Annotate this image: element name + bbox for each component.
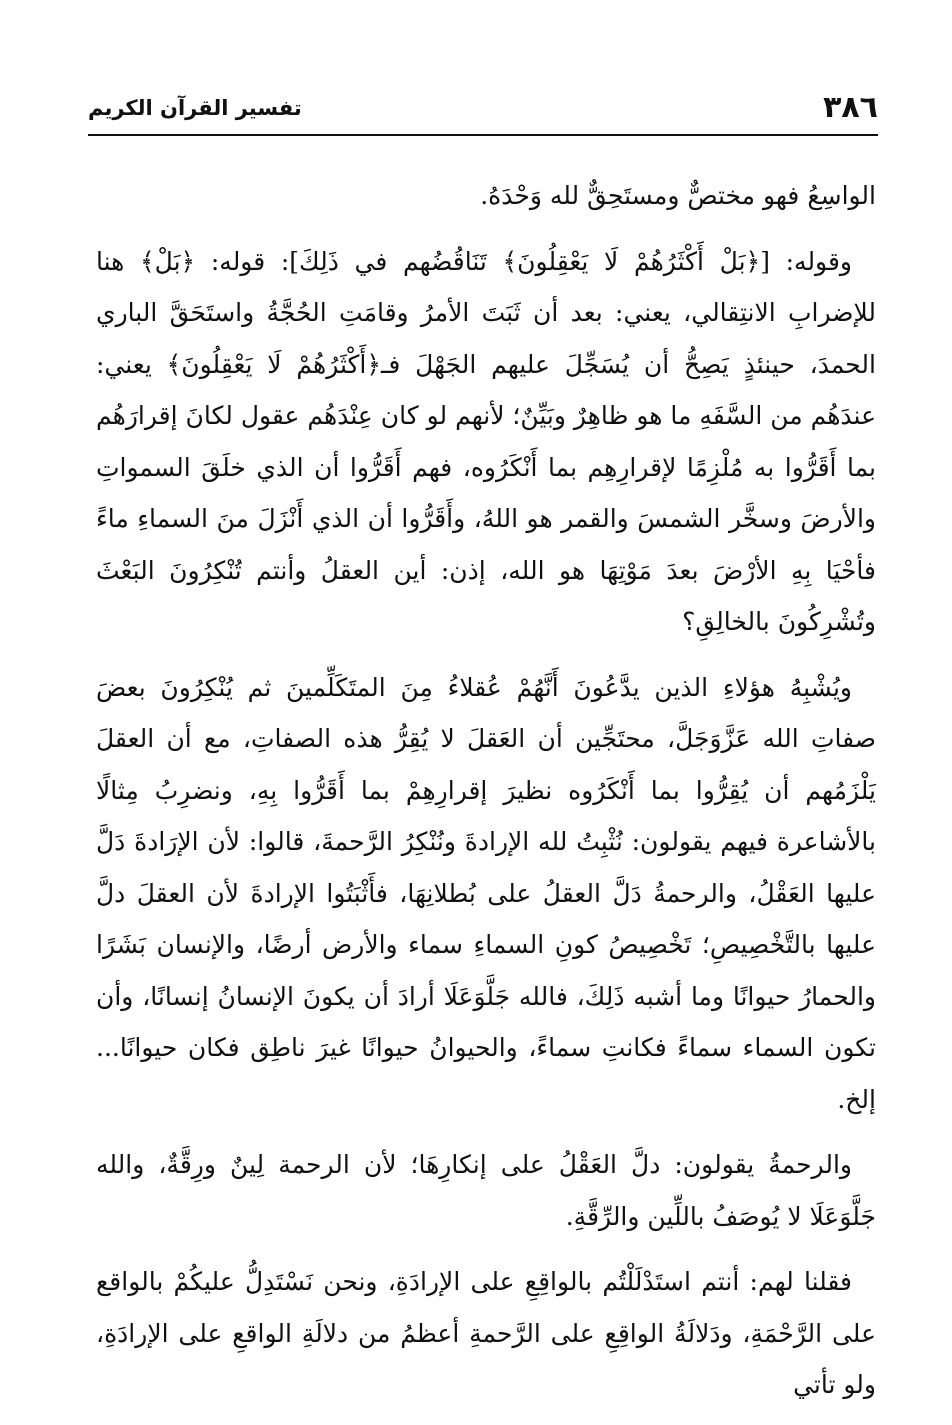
page-number: ٣٨٦: [823, 90, 878, 125]
paragraph: وقوله: [﴿بَلْ أَكْثَرُهُمْ لَا يَعْقِلُونَ﴾ تَنَاقُضُهم في ذَلِكَ]: قوله: ﴿بَلْ﴾ هنا للإضرابِ الانتِقالي، يعني: بعد أن ثَبَتَ الأمرُ وقامَتِ الحُجَّةُ واستَحَقَّ الباري الحمدَ، حينئذٍ يَصِحُّ أن يُسَجِّلَ عليهم الجَهْلَ فـ﴿أَكْثَرُهُمْ لَا يَعْقِلُونَ﴾ يعني: عندَهُم من السَّفَهِ ما هو ظاهِرٌ وبَيِّنٌ؛ لأنهم لو كان عِنْدَهُم عقول لكانَ إقرارَهُم بما أَقَرُّوا به مُلْزِمًا لإقرارِهِم بما أَنْكَرُوه، فهم أَقَرُّوا أن الذي خلَقَ السمواتِ والأرضَ وسخَّر الشمسَ والقمر هو اللهُ، وأَقَرُّوا أن الذي أَنْزَلَ منَ السماءِ ماءً فأحْيَا بِهِ الأرْضَ بعدَ مَوْتِهَا هو الله، إذن: أين العقلُ وأنتم تُنْكِرُونَ البَعْثَ وتُشْرِكُونَ بالخالِقِ؟: [96, 246, 876, 636]
running-header: [88, 88, 878, 132]
header-divider: [88, 134, 878, 136]
body-text: [96, 170, 876, 1425]
paragraph: الواسِعُ فهو مختصٌّ ومستَحِقٌّ لله وَحْدَهُ.: [480, 181, 876, 210]
paragraph: فقلنا لهم: أنتم استَدْلَلْتُم بالواقِعِ على الإرادَةِ، ونحن نَسْتَدِلُّ عليكُمْ بالواقع على الرَّحْمَةِ، ودَلالَةُ الواقِعِ على الرَّحمةِ أعظمُ من دلالَةِ الواقعِ على الإرادَةِ، ولو تأتي: [96, 1267, 876, 1399]
paragraph: ويُشْبِهُ هؤلاءِ الذين يدَّعُونَ أَنَّهُمْ عُقلاءُ مِنَ المتَكَلِّمينَ ثم يُنْكِرُونَ بعضَ صفاتِ الله عَزَّوَجَلَّ، محتَجِّين أن العَقلَ لا يُقِرُّ هذه الصفاتِ، مع أن العقلَ يَلْزَمُهم أن يُقِرُّوا بما أَنْكَرُوه نظيرَ إقرارِهِمْ بما أَقَرُّوا بِهِ، ونضرِبُ مِثالًا بالأشاعرة فيهم يقولون: نُثْبِتُ لله الإرادةَ ونُنْكِرُ الرَّحمةَ، قالوا: لأن الإرَادةَ دَلَّ عليها العَقْلُ، والرحمةُ دَلَّ العقلُ على بُطلانِهَا، فأَثْبَتُوا الإرادةَ لأن العقلَ دلَّ عليها بالتَّخْصِيصِ؛ تَخْصِيصُ كونِ السماءِ سماء والأرض أرضًا، والإنسان بَشَرًا والحمارُ حيوانًا وما أشبه ذَلِكَ، فالله جَلَّوَعَلَا أرادَ أن يكونَ الإنسانُ إنسانًا، وأن تكون السماء سماءً فكانتِ سماءً، والحيوانُ حيوانًا غيرَ ناطِق فكان حيوانًا... إلخ.: [96, 672, 876, 1114]
book-title: تفسير القرآن الكريم: [88, 96, 302, 120]
paragraph: والرحمةُ يقولون: دلَّ العَقْلُ على إنكارِهَا؛ لأن الرحمة لِينٌ ورِقَّةٌ، والله جَلَّوَعَلَا لا يُوصَفُ باللِّين والرِّقَّةِ.: [96, 1150, 876, 1231]
